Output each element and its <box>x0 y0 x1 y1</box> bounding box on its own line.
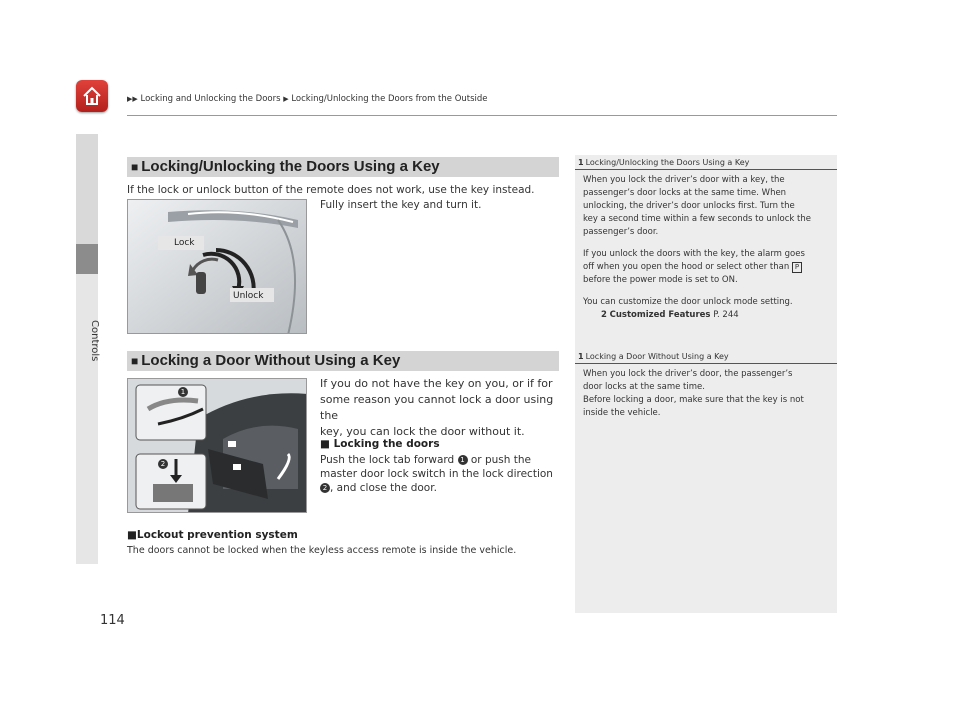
page-number: 114 <box>100 613 125 628</box>
note-without-key-text: When you lock the driver’s door, the passenger’s door locks at the same time. Before locking a door, make sure that the key is not inside the vehicle. <box>583 369 804 418</box>
note-divider <box>575 363 837 364</box>
label-unlock: Unlock <box>233 291 264 301</box>
step-badge-2: 2 <box>158 459 168 469</box>
note-title-key: 1 Locking/Unlocking the Doors Using a Key <box>578 158 750 167</box>
breadcrumb-item[interactable]: Locking/Unlocking the Doors from the Outside <box>291 94 488 104</box>
breadcrumb <box>127 94 488 104</box>
chevron-right-icon: ▶ <box>283 95 289 103</box>
note-title-without-key: 1 Locking a Door Without Using a Key <box>578 352 729 361</box>
gear-p-icon: P <box>792 262 802 273</box>
cross-reference-link[interactable]: 2 Customized Features P. 244 <box>601 310 739 320</box>
chevron-right-icon: ▶▶ <box>127 95 138 103</box>
intro-text: If the lock or unlock button of the remote does not work, use the key instead. <box>127 184 535 196</box>
square-bullet-icon: ■ <box>131 160 139 174</box>
label-lock: Lock <box>174 238 195 248</box>
section-heading-without-key: ■ Locking a Door Without Using a Key <box>127 351 559 371</box>
side-strip <box>76 274 98 564</box>
square-bullet-icon: ■ <box>320 438 334 450</box>
square-bullet-icon: ■ <box>131 354 139 368</box>
side-label: Controls <box>89 320 100 362</box>
lock-tab-illustration <box>127 378 307 513</box>
step-badge-1: 1 <box>458 455 468 465</box>
side-tab-controls[interactable] <box>76 244 98 274</box>
note-divider <box>575 169 837 170</box>
home-icon <box>81 85 103 107</box>
door-key-icon <box>128 200 307 334</box>
subhead-locking-doors: ■ Locking the doors <box>320 438 440 450</box>
arrow-ref-icon: 2 <box>601 310 607 320</box>
without-key-paragraph: If you do not have the key on you, or if for some reason you cannot lock a door using the key, you can lock the door without it. <box>320 377 554 438</box>
header-divider <box>127 115 837 116</box>
subhead-lockout-prevention: ■Lockout prevention system <box>127 529 298 541</box>
square-bullet-icon: ■ <box>127 529 137 541</box>
instruction-text: Fully insert the key and turn it. <box>320 199 482 211</box>
home-button[interactable] <box>76 80 108 112</box>
step-badge-1: 1 <box>178 387 188 397</box>
locking-doors-text: Push the lock tab forward 1 or push the master door lock switch in the lock direction 2 , and close the door. <box>320 454 553 494</box>
key-lock-illustration <box>127 199 307 334</box>
section-heading-key: ■ Locking/Unlocking the Doors Using a Key <box>127 157 559 177</box>
note-key-text: When you lock the driver’s door with a key, the passenger’s door locks at the same time. When unlocking, the driver’s door unlocks first. Turn the key a second time within a few seconds to unlock the passenger’s door. If you unlock the doors with the key, the alarm goes off when you open the hood or select other than P before the power mode is set to ON. You can customize the door unlock mode setting. 2 Customized Features P. 244 <box>583 174 828 322</box>
lockout-prevention-text: The doors cannot be locked when the keyless access remote is inside the vehicle. <box>127 545 517 556</box>
step-badge-2: 2 <box>320 483 330 493</box>
breadcrumb-item[interactable]: Locking and Unlocking the Doors <box>140 94 281 104</box>
door-lock-tab-icon <box>128 379 307 513</box>
